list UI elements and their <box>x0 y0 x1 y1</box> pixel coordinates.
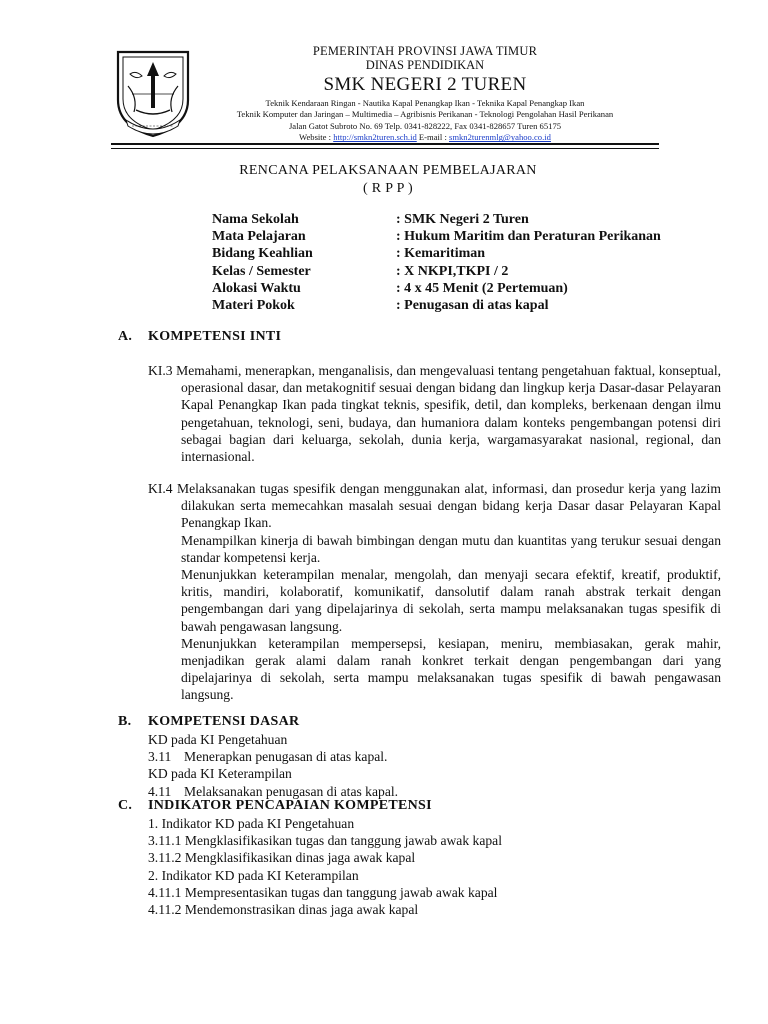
kd-number: 4.11 <box>148 783 172 799</box>
kd-list <box>148 731 398 800</box>
ki4-text-1: KI.4 Melaksanakan tugas spesifik dengan menggunakan alat, informasi, dan prosedur kerja yang lazim dilakukan serta memecahkan masalah sesuai dengan bidang kerja Dasar dasar Pelayaran Kapal Penangkap Ikan. <box>148 481 721 531</box>
identity-value: : X NKPI,TKPI / 2 <box>396 263 509 279</box>
list-item: 4.11.1 Mempresentasikan tugas dan tanggung jawab awak kapal <box>148 884 498 900</box>
kd-knowledge-heading: KD pada KI Pengetahuan <box>148 732 288 747</box>
identity-table <box>212 211 661 314</box>
identity-label: Alokasi Waktu <box>212 280 301 296</box>
identity-label: Mata Pelajaran <box>212 229 306 245</box>
email-link[interactable]: smkn2turenmlg@yahoo.co.id <box>448 132 551 143</box>
ki4-text-3: Menunjukkan keterampilan menalar, mengolah, dan menyaji secara efektif, kreatif, produktif, kritis, mandiri, kolaboratif, komunikatif, dansolutif dalam ranah abstrak terkait dengan pengembangan dari yang dipelajarinya di sekolah, serta mampu melaksanakan tugas spesifik di bawah pengawasan langsung. <box>181 567 721 634</box>
ki4-text-2: Menampilkan kinerja di bawah bimbingan dengan mutu dan kuantitas yang terukur sesuai dengan standar kompetensi kerja. <box>181 532 721 565</box>
section-title: KOMPETENSI DASAR <box>148 714 300 729</box>
identity-label: Nama Sekolah <box>212 212 299 227</box>
title-line-2: ( R P P ) <box>363 180 413 196</box>
section-c-heading <box>118 798 432 814</box>
identity-label: Materi Pokok <box>212 298 295 314</box>
website-label: Website : <box>299 132 332 143</box>
identity-value: : Penugasan di atas kapal <box>396 298 549 314</box>
document-title <box>118 162 658 197</box>
school-name: SMK NEGERI 2 TUREN <box>323 73 527 95</box>
identity-value: : 4 x 45 Menit (2 Pertemuan) <box>396 280 568 296</box>
identity-label: Bidang Keahlian <box>212 246 313 262</box>
east-java-emblem-icon <box>112 46 194 140</box>
section-title: KOMPETENSI INTI <box>148 329 282 344</box>
identity-label: Kelas / Semester <box>212 263 311 279</box>
government-name: PEMERINTAH PROVINSI JAWA TIMUR <box>312 44 538 58</box>
ki4-text-4: Menunjukkan keterampilan mempersepsi, kesiapan, meniru, membiasakan, gerak mahir, menjadikan gerak alami dalam ranah konkret terkait dengan pengembangan dari yang dipelajarinya di sekolah, serta mampu melaksanakan tugas spesifik di bawah pengawasan langsung. <box>181 635 721 703</box>
website-link[interactable]: http://smkn2turen.sch.id <box>333 132 417 143</box>
list-item: 2. Indikator KD pada KI Keterampilan <box>148 867 359 883</box>
identity-value: : Kemaritiman <box>396 246 486 262</box>
ki3-text: KI.3 Memahami, menerapkan, menganalisis, dan mengevaluasi tentang pengetahuan faktual, konseptual, operasional dasar, dan metakognitif sesuai dengan bidang dan lingkup kerja Dasar-dasar Pelayaran Kapal Penangkap Ikan pada tingkat teknis, spesifik, detil, dan kompleks, berkenaan dengan ilmu pengetahuan, teknologi, seni, budaya, dan humaniora dalam konteks pengembangan potensi diri sebagai bagian dari keluarga, sekolah, dunia kerja, wargamasyarakat nasional, regional, dan internasional. <box>148 363 721 465</box>
list-item: 3.11.2 Mengklasifikasikan dinas jaga awak kapal <box>148 850 416 866</box>
identity-value: : Hukum Maritim dan Peraturan Perikanan <box>396 229 661 245</box>
identity-value: : SMK Negeri 2 Turen <box>396 212 529 227</box>
department-name: DINAS PENDIDIKAN <box>365 58 485 73</box>
list-item: 1. Indikator KD pada KI Pengetahuan <box>148 816 355 831</box>
identity-row <box>212 228 661 245</box>
programs-line-2: Teknik Komputer dan Jaringan – Multimedia – Agribisnis Perikanan - Teknologi Pengolahan Hasil Perikanan <box>236 109 614 120</box>
ki4-paragraph <box>148 480 721 704</box>
section-number: B. <box>118 714 132 729</box>
letterhead <box>205 44 645 144</box>
list-item <box>148 748 398 765</box>
school-address: Jalan Gatot Subroto No. 69 Telp. 0341-828222, Fax 0341-828657 Turen 65175 <box>288 120 562 131</box>
identity-row <box>212 245 661 262</box>
section-number: C. <box>118 798 133 813</box>
kd-number: 3.11 <box>148 749 172 765</box>
section-b-heading <box>118 714 299 730</box>
section-title: INDIKATOR PENCAPAIAN KOMPETENSI <box>148 798 432 813</box>
list-item: 4.11.2 Mendemonstrasikan dinas jaga awak kapal <box>148 902 419 918</box>
identity-row <box>212 280 661 297</box>
programs-line-1: Teknik Kendaraan Ringan - Nautika Kapal Penangkap Ikan - Teknika Kapal Penangkap Ikan <box>265 97 585 108</box>
identity-row <box>212 263 661 280</box>
title-line-1: RENCANA PELAKSANAAN PEMBELAJARAN <box>239 163 537 178</box>
identity-row <box>212 297 661 314</box>
section-a-heading <box>118 329 281 345</box>
kd-text: Menerapkan penugasan di atas kapal. <box>184 749 388 765</box>
kd-text: Melaksanakan penugasan di atas kapal. <box>184 783 399 799</box>
email-label: E-mail : <box>418 132 447 143</box>
ki3-paragraph <box>148 362 721 465</box>
kd-skill-heading: KD pada KI Keterampilan <box>148 766 292 782</box>
identity-row <box>212 211 661 228</box>
list-item: 3.11.1 Mengklasifikasikan tugas dan tanggung jawab awak kapal <box>148 833 502 849</box>
letterhead-rule-thick <box>111 143 659 145</box>
letterhead-rule-thin <box>111 148 659 149</box>
indicator-list <box>148 815 502 918</box>
section-number: A. <box>118 329 133 344</box>
